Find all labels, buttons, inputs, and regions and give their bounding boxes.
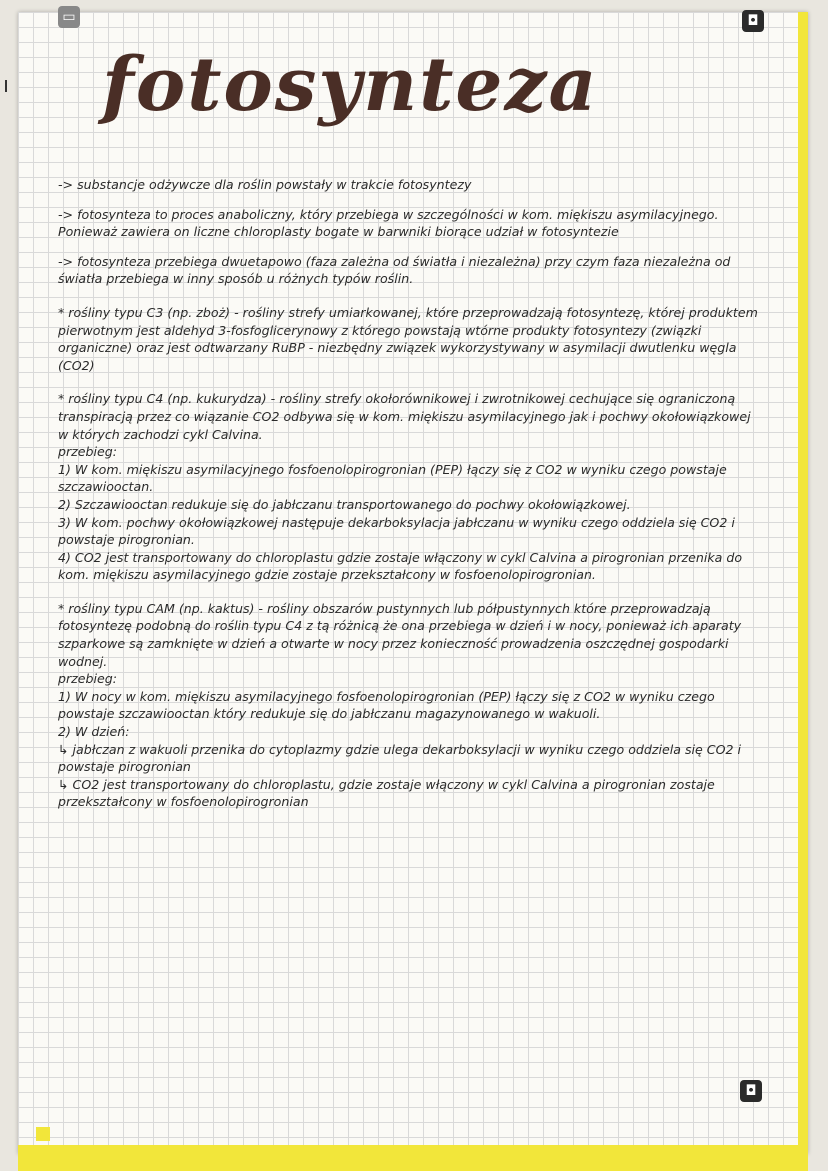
bookmark-icon[interactable]: ◘ xyxy=(742,10,764,32)
margin-mark xyxy=(5,80,7,92)
c4-step: 2) Szczawiooctan redukuje się do jabłczanu transportowanego do pochwy okołowiązkowej. xyxy=(58,496,631,512)
intro-line: -> fotosynteza przebiega dwuetapowo (faza zależna od światła i niezależna) przy czym faza niezależna od światła przebiega w inny sposób u różnych typów roślin. xyxy=(58,253,731,287)
cam-section xyxy=(58,600,764,811)
c4-heading: przebieg: xyxy=(58,444,118,460)
c4-step: 4) CO2 jest transportowany do chloroplastu gdzie zostaje włączony w cykl Calvina a pirogronian przenika do kom. miękiszu asymilacyjnego gdzie zostaje przekształcony w fosfoenolopirogronian. xyxy=(58,549,743,583)
corner-highlight xyxy=(36,1127,50,1141)
cam-step: 2) W dzień: xyxy=(58,724,130,740)
cam-substep: ↳ jabłczan z wakuoli przenika do cytoplazmy gdzie ulega dekarboksylacji w wyniku czego oddziela się CO2 i powstaje pirogronian xyxy=(58,741,741,775)
c4-step: 1) W kom. miękiszu asymilacyjnego fosfoenolopirogronian (PEP) łączy się z CO2 w wyniku czego powstaje szczawiooctan. xyxy=(58,461,727,495)
cam-paragraph: * rośliny typu CAM (np. kaktus) - rośliny obszarów pustynnych lub półpustynnych które przeprowadzają fotosyntezę podobną do roślin typu C4 z tą różnicą że ona przebiega w dzień i w nocy, ponieważ ich aparaty szparkowe są zamknięte w dzień a otwarte w nocy przez konieczność prowadzenia oszczędnej gospodarki wodnej. xyxy=(58,600,742,669)
c3-paragraph: * rośliny typu C3 (np. zboż) - rośliny strefy umiarkowanej, które przeprowadzają fotosyntezę, której produktem pierwotnym jest aldehyd 3-fosfoglicerynowy z którego powstają wtórne produkty fotosyntezy (związki organiczne) oraz jest odtwarzany RuBP - niezbędny związek wykorzystywany w asymilacji dwutlenku węgla (CO2) xyxy=(58,304,758,373)
intro-line: -> substancje odżywcze dla roślin powstały w trakcie fotosyntezy xyxy=(58,177,472,192)
c3-section xyxy=(58,304,764,374)
page-title: fotosynteza xyxy=(102,42,599,128)
highlighter-strip xyxy=(18,1145,808,1171)
notes-body xyxy=(58,176,764,823)
cam-step: 1) W nocy w kom. miękiszu asymilacyjnego fosfoenolopirogronian (PEP) łączy się z CO2 w wyniku czego powstaje szczawiooctan który redukuje się do jabłczanu magazynowanego w wakuoli. xyxy=(58,688,715,722)
intro-line: -> fotosynteza to proces anaboliczny, który przebiega w szczególności w kom. miękiszu asymilacyjnego. Ponieważ zawiera on liczne chloroplasty bogate w barwniki biorące udział w fotosyntezie xyxy=(58,206,719,240)
bookmark-icon[interactable]: ◘ xyxy=(740,1080,762,1102)
notebook-icon: ▭ xyxy=(58,6,80,28)
c4-section xyxy=(58,390,764,584)
c4-paragraph: * rośliny typu C4 (np. kukurydza) - rośliny strefy okołorównikowej i zwrotnikowej cechujące się ograniczoną transpiracją przez co wiązanie CO2 odbywa się w kom. miękiszu asymilacyjnego jak i pochwy okołowiązkowej w których zachodzi cykl Calvina. xyxy=(58,391,751,442)
intro-section xyxy=(58,176,764,288)
c4-step: 3) W kom. pochwy okołowiązkowej następuje dekarboksylacja jabłczanu w wyniku czego oddziela się CO2 i powstaje pirogronian. xyxy=(58,514,735,548)
cam-heading: przebieg: xyxy=(58,671,118,687)
cam-substep: ↳ CO2 jest transportowany do chloroplastu, gdzie zostaje włączony w cykl Calvina a pirogronian zostaje przekształcony w fosfoenolopirogronian xyxy=(58,776,715,810)
